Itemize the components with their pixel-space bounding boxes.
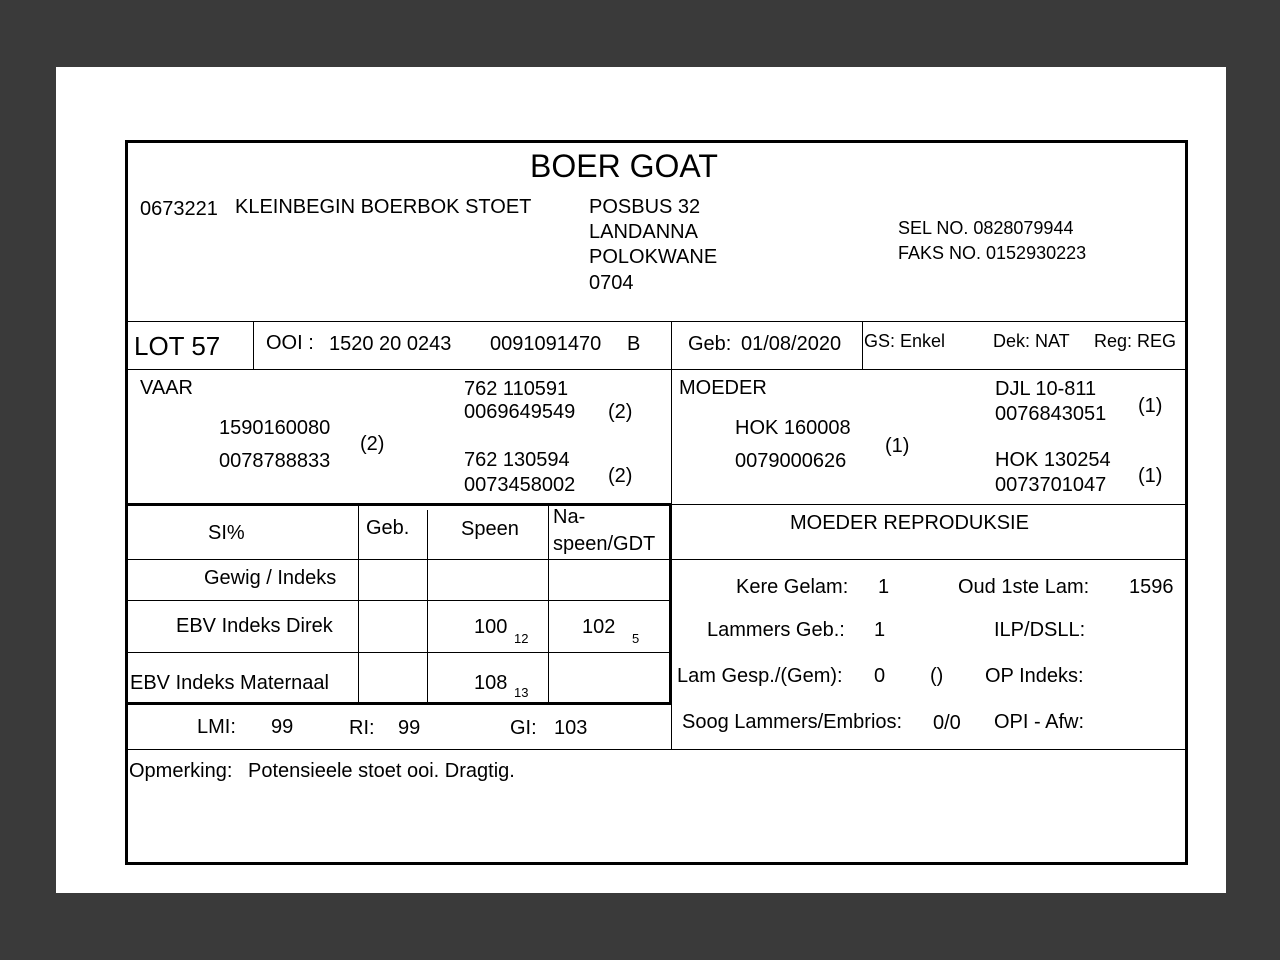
oud-value: 1596 [1129, 576, 1174, 598]
card-right-border [1185, 140, 1188, 865]
direk-speen-value: 100 [474, 616, 508, 638]
divider-idx-row3 [127, 702, 671, 705]
grade: B [627, 333, 641, 355]
cell-number: SEL NO. 0828079944 [898, 218, 1074, 238]
direk-naspeen-sub: 5 [632, 631, 640, 646]
dam-sire-reg: 0076843051 [995, 403, 1107, 425]
divider-idx-row1 [127, 600, 671, 601]
card-bottom-border [125, 862, 1188, 865]
ri-value: 99 [398, 717, 421, 739]
dam-reg: 0079000626 [735, 450, 847, 472]
lot-label: LOT 57 [134, 331, 221, 361]
sire-sire-id: 762 110591 [464, 378, 569, 400]
col-header-si: SI% [208, 522, 245, 544]
op-label: OP Indeks: [985, 665, 1084, 687]
divider-header [127, 321, 1185, 322]
col-header-geb: Geb. [366, 517, 410, 539]
divider-idx-row2 [127, 652, 671, 653]
address-line-1: POSBUS 32 [589, 196, 701, 218]
lmi-value: 99 [271, 716, 294, 738]
divider-table-v3 [548, 505, 549, 703]
breeder-number: 0673221 [140, 198, 218, 220]
direk-speen-sub: 12 [514, 631, 529, 646]
address-line-2: LANDANNA [589, 221, 698, 243]
divider-table-v1 [358, 505, 359, 703]
sire-count: (2) [360, 433, 385, 455]
geb-value: 01/08/2020 [741, 333, 842, 355]
gi-value: 103 [554, 717, 588, 739]
soog-value: 0/0 [933, 712, 961, 734]
remark-label: Opmerking: [129, 760, 233, 782]
divider-lot-v1 [253, 322, 254, 369]
lam-gesp-paren: () [930, 665, 944, 687]
sire-dam-reg: 0073458002 [464, 474, 576, 496]
lmi-label: LMI: [197, 716, 236, 738]
direk-naspeen-value: 102 [582, 616, 616, 638]
dam-dam-id: HOK 130254 [995, 449, 1111, 471]
ri-label: RI: [349, 717, 375, 739]
col-header-naspeen-2: speen/GDT [553, 533, 656, 555]
divider-lot [127, 369, 1185, 370]
reg-field: Reg: REG [1094, 331, 1177, 351]
soog-label: Soog Lammers/Embrios: [682, 711, 903, 733]
dam-dam-reg: 0073701047 [995, 474, 1107, 496]
row-label-gewig: Gewig / Indeks [204, 567, 337, 589]
kere-value: 1 [878, 576, 890, 598]
lammers-label: Lammers Geb.: [707, 619, 845, 641]
fax-number: FAKS NO. 0152930223 [898, 243, 1087, 263]
dam-id: HOK 160008 [735, 417, 851, 439]
col-header-naspeen-1: Na- [553, 506, 586, 528]
dam-sire-id: DJL 10-811 [995, 378, 1097, 400]
divider-idx-header [127, 559, 1185, 560]
sire-reg: 0078788833 [219, 450, 331, 472]
address-line-3: POLOKWANE [589, 246, 718, 268]
row-label-maternaal: EBV Indeks Maternaal [130, 672, 329, 694]
dam-label: MOEDER [679, 377, 767, 399]
ilp-label: ILP/DSLL: [994, 619, 1086, 641]
dek-field: Dek: NAT [993, 331, 1070, 351]
sire-sire-count: (2) [608, 401, 633, 423]
lammers-value: 1 [874, 619, 886, 641]
divider-pedigree-left [127, 503, 671, 506]
divider-table-v2 [427, 510, 428, 703]
divider-remark [127, 749, 1185, 750]
address-line-4: 0704 [589, 272, 634, 294]
lam-gesp-label: Lam Gesp./(Gem): [677, 665, 843, 687]
sire-dam-id: 762 130594 [464, 449, 570, 471]
kere-label: Kere Gelam: [736, 576, 849, 598]
repro-title: MOEDER REPRODUKSIE [790, 512, 1029, 534]
sire-id: 1590160080 [219, 417, 331, 439]
card-title: BOER GOAT [530, 148, 718, 184]
mat-speen-sub: 13 [514, 685, 529, 700]
sire-dam-count: (2) [608, 465, 633, 487]
reg-number: 0091091470 [490, 333, 602, 355]
gs-field: GS: Enkel [864, 331, 946, 351]
geb-label: Geb: [688, 333, 732, 355]
card-top-border [125, 140, 1188, 143]
row-label-direk: EBV Indeks Direk [176, 615, 333, 637]
divider-table-right [669, 505, 672, 703]
mat-speen-value: 108 [474, 672, 508, 694]
col-header-speen: Speen [461, 518, 519, 540]
sire-label: VAAR [140, 377, 193, 399]
oud-label: Oud 1ste Lam: [958, 576, 1090, 598]
dam-sire-count: (1) [1138, 395, 1163, 417]
dam-count: (1) [885, 435, 910, 457]
breeder-name: KLEINBEGIN BOERBOK STOET [235, 196, 532, 218]
remark-text: Potensieele stoet ooi. Dragtig. [248, 760, 515, 782]
ooi-label: OOI : [266, 332, 314, 354]
divider-pedigree-right [671, 504, 1185, 505]
sire-sire-reg: 0069649549 [464, 401, 576, 423]
opi-label: OPI - Afw: [994, 711, 1085, 733]
divider-lot-v3 [862, 322, 863, 369]
gi-label: GI: [510, 717, 537, 739]
dam-dam-count: (1) [1138, 465, 1163, 487]
ooi-number: 1520 20 0243 [329, 333, 452, 355]
lam-gesp-value: 0 [874, 665, 886, 687]
